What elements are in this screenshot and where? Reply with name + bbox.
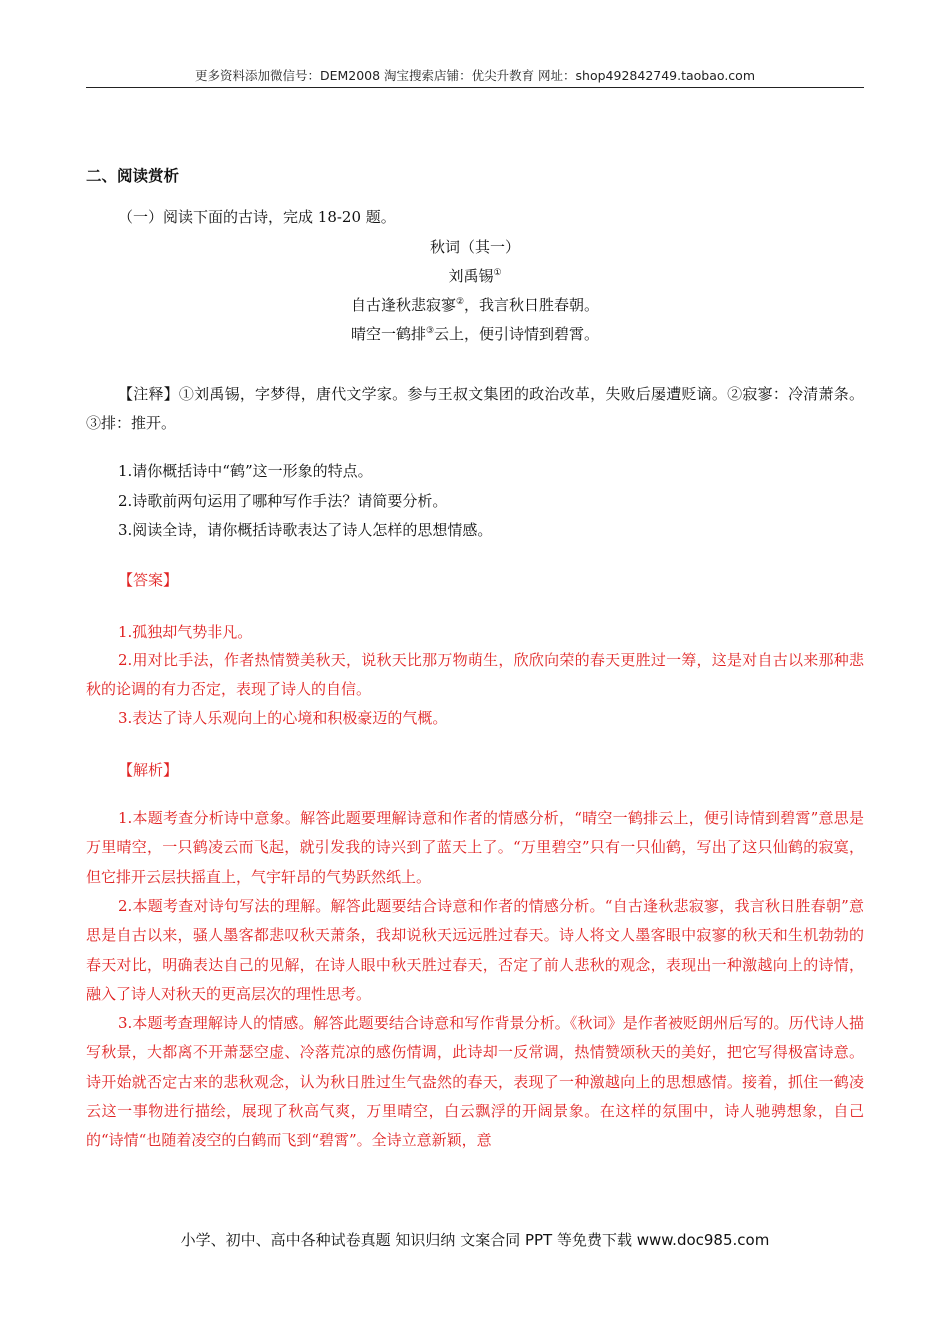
question-2: 2.诗歌前两句运用了哪种写作手法？请简要分析。 [118,492,448,510]
analysis-item-3: 3.本题考查理解诗人的情感。解答此题要结合诗意和写作背景分析。《秋词》是作者被贬朗州后写的。历代诗人描写秋景，大都离不开萧瑟空虚、冷落荒凉的感伤情调，此诗却一反常调，热情赞颂秋天的美好，把它写得极富诗意。诗开始就否定古来的悲秋观念，认为秋日胜过生气盎然的春天，表现了一种激越向上的思想感情。接着，抓住一鹤凌云这一事物进行描绘，展现了秋高气爽，万里晴空，白云飘浮的开阔景象。在这样的氛围中，诗人驰骋想象，自己的“诗情“也随着凌空的白鹤而飞到“碧霄”。全诗立意新颖，意 [86,1014,864,1150]
poem-line-2-part-a: 晴空一鹤排 [350,325,426,343]
poem-title: 秋词（其一） [429,238,520,256]
analysis-item-2: 2.本题考查对诗句写法的理解。解答此题要结合诗意和作者的情感分析。“自古逢秋悲寂寥，我言秋日胜春朝”意思是自古以来，骚人墨客都悲叹秋天萧条，我却说秋天远远胜过春天。诗人将文人墨客眼中寂寥的秋天和生机勃勃的春天对比，明确表达自己的见解，在诗人眼中秋天胜过春天，否定了前人悲秋的观念，表现出一种激越向上的诗情，融入了诗人对秋天的更高层次的理性思考。 [86,897,864,1003]
poem-author [86,265,864,286]
poem-author-name: 刘禹锡 [448,267,494,285]
annotation-notes: 【注释】①刘禹锡，字梦得，唐代文学家。参与王叔文集团的政治改革，失败后屡遭贬谪。②寂寥：冷清萧条。③排：推开。 [86,385,864,433]
page-header: 更多资料添加微信号：DEM2008 淘宝搜索店铺：优尖升教育 网址：shop492842749.taobao.com [194,68,756,83]
answer-item-1: 1.孤独却气势非凡。 [118,623,253,641]
footnote-mark-1: ① [493,268,502,278]
question-1: 1.请你概括诗中“鹤”这一形象的特点。 [118,462,373,480]
poem-line-1 [86,294,864,315]
poem-line-2 [86,323,864,344]
analysis-item-1: 1.本题考查分析诗中意象。解答此题要理解诗意和作者的情感分析，“晴空一鹤排云上，便引诗情到碧霄”意思是万里晴空，一只鹤凌云而飞起，就引发我的诗兴到了蓝天上了。“万里碧空”只有一只仙鹤，写出了这只仙鹤的寂寞，但它排开云层扶摇直上，气宇轩昂的气势跃然纸上。 [86,809,864,886]
poem-line-2-part-b: 云上，便引诗情到碧霄。 [434,325,600,343]
analysis-label: 【解析】 [118,761,179,779]
answer-item-3: 3.表达了诗人乐观向上的心境和积极豪迈的气概。 [118,709,448,727]
header-divider [86,87,864,88]
footnote-mark-2: ② [455,297,465,307]
section-intro: （一）阅读下面的古诗，完成 18-20 题。 [118,208,396,226]
question-3: 3.阅读全诗，请你概括诗歌表达了诗人怎样的思想情感。 [118,521,493,539]
footnote-mark-3: ③ [425,326,435,336]
answer-label: 【答案】 [118,571,179,589]
section-title: 二、阅读赏析 [86,167,180,185]
answer-item-2: 2.用对比手法，作者热情赞美秋天，说秋天比那万物萌生，欣欣向荣的春天更胜过一筹，这是对自古以来那种悲秋的论调的有力否定，表现了诗人的自信。 [86,651,864,699]
page-footer: 小学、初中、高中各种试卷真题 知识归纳 文案合同 PPT 等免费下载 www.doc985.com [180,1231,770,1249]
poem-line-1-part-a: 自古逢秋悲寂寥 [350,296,456,314]
poem-line-1-part-b: ，我言秋日胜春朝。 [464,296,600,314]
